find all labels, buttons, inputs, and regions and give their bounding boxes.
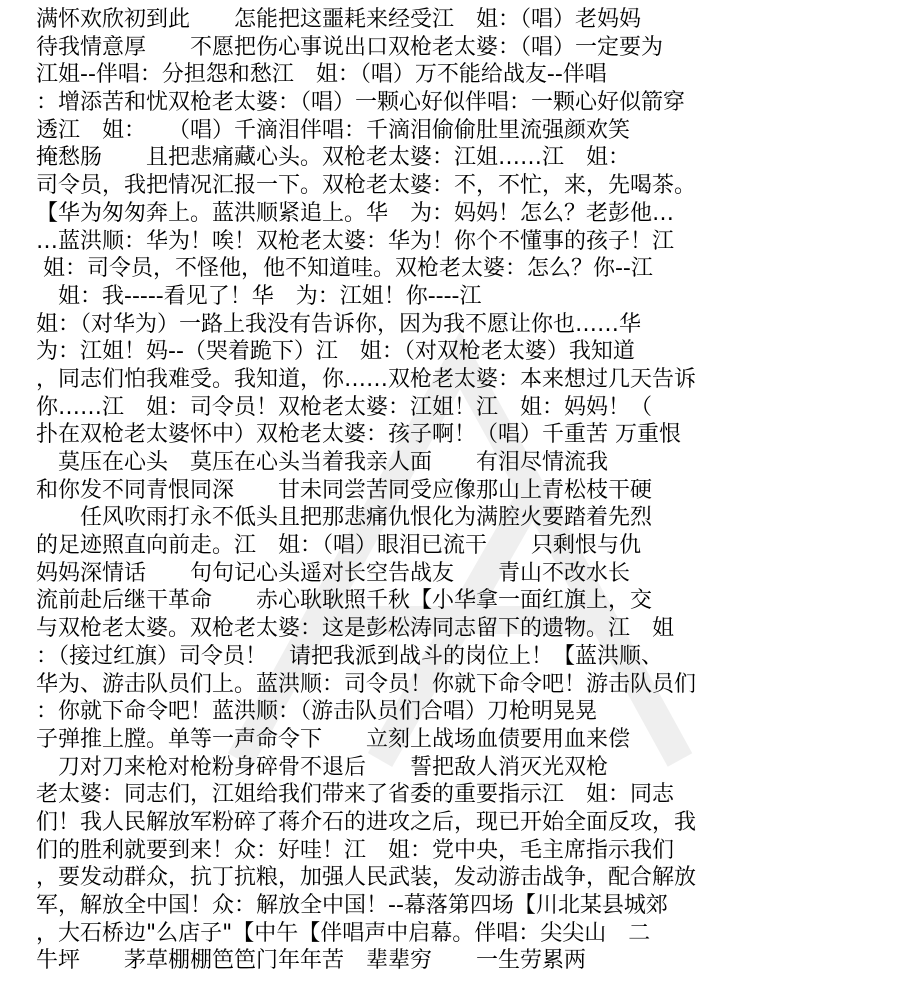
text-line: 子弹推上膛。单等一声命令下 立刻上战场血债要用血来偿: [36, 726, 631, 752]
text-line: 姐：（对华为）一路上我没有告诉你，因为我不愿让你也……华: [36, 311, 642, 337]
text-line: …蓝洪顺：华为！唉！双枪老太婆：华为！你个不懂事的孩子！江: [36, 228, 675, 254]
text-line: 华为、游击队员们上。蓝洪顺：司令员！你就下命令吧！游击队员们: [36, 671, 697, 697]
text-line: 姐：司令员，不怪他，他不知道哇。双枪老太婆：怎么？你--江: [36, 256, 653, 282]
text-line: 【华为匆匆奔上。蓝洪顺紧追上。华 为：妈妈！怎么？老彭他…: [36, 200, 675, 226]
text-line: 你……江 姐：司令员！双枪老太婆：江姐！江 姐：妈妈！（: [36, 394, 653, 420]
text-line: 牛坪 茅草棚棚笆笆门年年苦 辈辈穷 一生劳累两: [36, 948, 587, 974]
text-line: 任风吹雨打永不低头且把那悲痛仇恨化为满腔火要踏着先烈: [36, 505, 653, 531]
text-line: 老太婆：同志们，江姐给我们带来了省委的重要指示江 姐：同志: [36, 782, 675, 808]
text-line: 们的胜利就要到来！众：好哇！江 姐：党中央，毛主席指示我们: [36, 837, 675, 863]
text-line: ：增添苦和忧双枪老太婆：（唱）一颗心好似伴唱：一颗心好似箭穿: [36, 90, 686, 116]
text-line: 莫压在心头 莫压在心头当着我亲人面 有泪尽情流我: [36, 450, 609, 475]
text-line: 江姐--伴唱：分担怨和愁江 姐：（唱）万不能给战友--伴唱: [36, 62, 607, 88]
text-line: 刀对刀来枪对枪粉身碎骨不退后 誓把敌人消灭光双枪: [36, 754, 609, 780]
text-line: 军，解放全中国！众：解放全中国！--幕落第四场【川北某县城郊: [36, 893, 668, 918]
text-line: ，同志们怕我难受。我知道，你……双枪老太婆：本来想过几天告诉: [36, 366, 697, 392]
text-line: ，大石桥边"么店子"【中午【伴唱声中启幕。伴唱：尖尖山 二: [36, 920, 651, 946]
text-line: 扑在双枪老太婆怀中）双枪老太婆：孩子啊！（唱）千重苦 万重恨: [36, 422, 681, 448]
text-line: 待我情意厚 不愿把伤心事说出口双枪老太婆：（唱）一定要为: [36, 34, 664, 60]
text-line: 们！我人民解放军粉碎了蒋介石的进攻之后，现已开始全面反攻，我: [36, 809, 697, 835]
text-line: 的足迹照直向前走。江 姐：（唱）眼泪已流干 只剩恨与仇: [36, 533, 642, 559]
text-line: ，要发动群众，抗丁抗粮，加强人民武装，发动游击战争，配合解放: [36, 865, 697, 891]
text-line: 司令员，我把情况汇报一下。双枪老太婆：不，不忙，来，先喝茶。: [36, 173, 697, 199]
text-line: ：你就下命令吧！蓝洪顺：（游击队员们合唱）刀枪明晃晃: [36, 699, 598, 725]
text-line: 满怀欢欣初到此 怎能把这噩耗来经受江 姐：（唱）老妈妈: [36, 7, 642, 32]
text-line: 流前赴后继干革命 赤心耿耿照千秋【小华拿一面红旗上，交: [36, 588, 653, 614]
text-line: 掩愁肠 且把悲痛藏心头。双枪老太婆：江姐……江 姐：: [36, 145, 631, 171]
document-text: [36, 6, 886, 975]
text-line: ：（接过红旗）司令员！ 请把我派到战斗的岗位上！【蓝洪顺、: [36, 643, 664, 669]
text-line: 与双枪老太婆。双枪老太婆：这是彭松涛同志留下的遗物。江 姐: [36, 616, 675, 642]
text-line: 妈妈深情话 句句记心头遥对长空告战友 青山不改水长: [36, 560, 631, 586]
text-line: 透江 姐： （唱）千滴泪伴唱：千滴泪偷偷肚里流强颜欢笑: [36, 117, 631, 143]
text-line: 为：江姐！妈--（哭着跪下）江 姐：（对双枪老太婆）我知道: [36, 339, 635, 365]
text-line: 和你发不同青恨同深 甘未同尝苦同受应像那山上青松枝干硬: [36, 477, 653, 503]
text-line: 姐：我-----看见了！华 为：江姐！你----江: [36, 283, 482, 309]
